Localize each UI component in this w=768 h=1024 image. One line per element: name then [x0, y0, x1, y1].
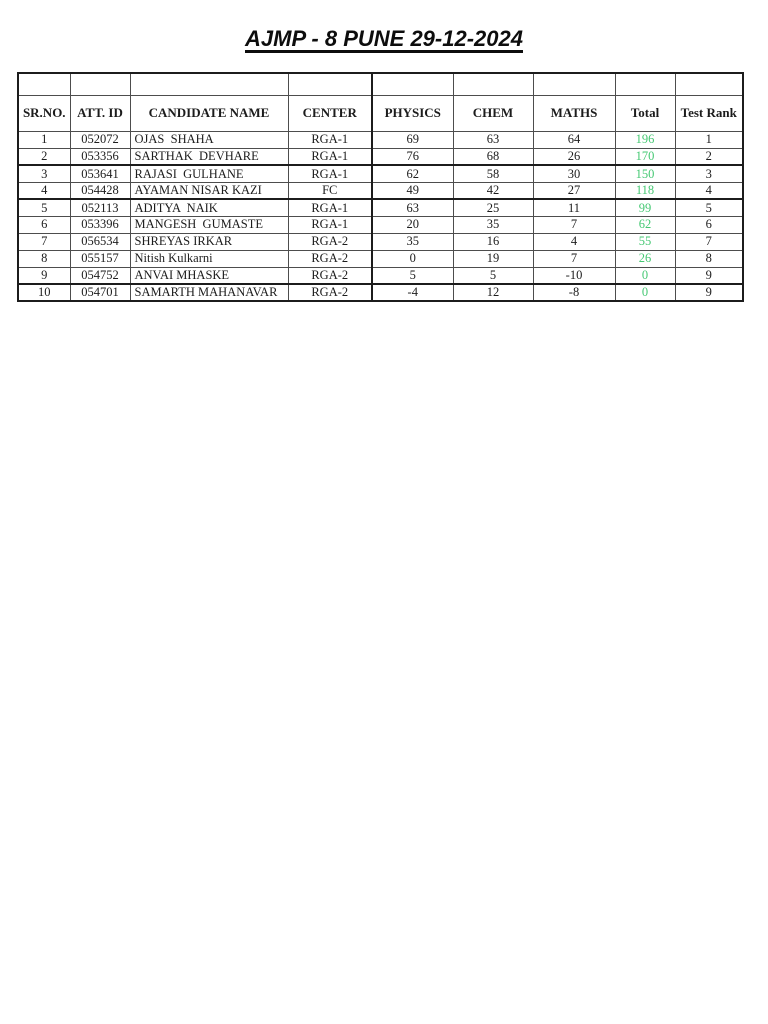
total-score-cell: 99	[615, 199, 675, 216]
total-score-cell: 170	[615, 148, 675, 165]
sr-no-cell: 5	[18, 199, 70, 216]
chem-score-cell: 19	[453, 250, 533, 267]
chem-score-cell: 25	[453, 199, 533, 216]
sr-no-cell: 7	[18, 233, 70, 250]
column-header-maths: MATHS	[533, 95, 615, 131]
chem-score-cell: 12	[453, 284, 533, 301]
chem-score-cell: 68	[453, 148, 533, 165]
test-rank-cell: 8	[675, 250, 743, 267]
center-cell: RGA-1	[288, 165, 372, 182]
total-score-cell: 118	[615, 182, 675, 199]
chem-score-cell: 63	[453, 131, 533, 148]
empty-cell	[70, 73, 130, 95]
empty-cell	[288, 73, 372, 95]
sr-no-cell: 6	[18, 216, 70, 233]
physics-score-cell: 5	[372, 267, 453, 284]
candidate-name-cell: AYAMAN NISAR KAZI	[130, 182, 288, 199]
column-header-att-id: ATT. ID	[70, 95, 130, 131]
maths-score-cell: -10	[533, 267, 615, 284]
att-id-cell: 053396	[70, 216, 130, 233]
test-rank-cell: 6	[675, 216, 743, 233]
test-rank-cell: 3	[675, 165, 743, 182]
att-id-cell: 054752	[70, 267, 130, 284]
physics-score-cell: 62	[372, 165, 453, 182]
chem-score-cell: 58	[453, 165, 533, 182]
sr-no-cell: 2	[18, 148, 70, 165]
maths-score-cell: 4	[533, 233, 615, 250]
physics-score-cell: 35	[372, 233, 453, 250]
sr-no-cell: 10	[18, 284, 70, 301]
center-cell: RGA-2	[288, 233, 372, 250]
column-header-sr-no: SR.NO.	[18, 95, 70, 131]
page-title-text: AJMP - 8 PUNE 29-12-2024	[245, 26, 523, 51]
candidate-name-cell: SAMARTH MAHANAVAR	[130, 284, 288, 301]
column-header-candidate-name: CANDIDATE NAME	[130, 95, 288, 131]
chem-score-cell: 35	[453, 216, 533, 233]
center-cell: RGA-1	[288, 131, 372, 148]
att-id-cell: 054701	[70, 284, 130, 301]
center-cell: RGA-2	[288, 267, 372, 284]
physics-score-cell: 49	[372, 182, 453, 199]
center-cell: RGA-2	[288, 250, 372, 267]
sr-no-cell: 1	[18, 131, 70, 148]
maths-score-cell: 30	[533, 165, 615, 182]
header-row	[18, 95, 743, 131]
column-header-center: CENTER	[288, 95, 372, 131]
physics-score-cell: 0	[372, 250, 453, 267]
table-row	[18, 284, 743, 301]
total-score-cell: 62	[615, 216, 675, 233]
table-row	[18, 165, 743, 182]
chem-score-cell: 42	[453, 182, 533, 199]
test-rank-cell: 9	[675, 284, 743, 301]
att-id-cell: 053356	[70, 148, 130, 165]
maths-score-cell: 64	[533, 131, 615, 148]
candidate-name-cell: SHREYAS IRKAR	[130, 233, 288, 250]
empty-cell	[453, 73, 533, 95]
physics-score-cell: 69	[372, 131, 453, 148]
test-rank-cell: 2	[675, 148, 743, 165]
att-id-cell: 052072	[70, 131, 130, 148]
candidate-name-cell: SARTHAK DEVHARE	[130, 148, 288, 165]
empty-cell	[18, 73, 70, 95]
test-rank-cell: 4	[675, 182, 743, 199]
test-rank-cell: 5	[675, 199, 743, 216]
column-header-physics: PHYSICS	[372, 95, 453, 131]
column-header-chem: CHEM	[453, 95, 533, 131]
column-header-test-rank: Test Rank	[675, 95, 743, 131]
sr-no-cell: 9	[18, 267, 70, 284]
center-cell: RGA-1	[288, 148, 372, 165]
test-rank-cell: 9	[675, 267, 743, 284]
total-score-cell: 150	[615, 165, 675, 182]
candidate-name-cell: ANVAI MHASKE	[130, 267, 288, 284]
table-row	[18, 216, 743, 233]
maths-score-cell: 7	[533, 250, 615, 267]
sr-no-cell: 3	[18, 165, 70, 182]
test-rank-cell: 1	[675, 131, 743, 148]
chem-score-cell: 5	[453, 267, 533, 284]
total-score-cell: 0	[615, 284, 675, 301]
empty-cell	[675, 73, 743, 95]
center-cell: RGA-1	[288, 216, 372, 233]
sr-no-cell: 4	[18, 182, 70, 199]
att-id-cell: 055157	[70, 250, 130, 267]
sr-no-cell: 8	[18, 250, 70, 267]
total-score-cell: 0	[615, 267, 675, 284]
att-id-cell: 052113	[70, 199, 130, 216]
att-id-cell: 054428	[70, 182, 130, 199]
physics-score-cell: 63	[372, 199, 453, 216]
table-row	[18, 250, 743, 267]
candidate-name-cell: RAJASI GULHANE	[130, 165, 288, 182]
candidate-name-cell: Nitish Kulkarni	[130, 250, 288, 267]
physics-score-cell: 20	[372, 216, 453, 233]
empty-cell	[372, 73, 453, 95]
att-id-cell: 053641	[70, 165, 130, 182]
physics-score-cell: 76	[372, 148, 453, 165]
table-row	[18, 267, 743, 284]
maths-score-cell: -8	[533, 284, 615, 301]
table-row	[18, 233, 743, 250]
table-row	[18, 131, 743, 148]
candidate-name-cell: MANGESH GUMASTE	[130, 216, 288, 233]
candidate-name-cell: OJAS SHAHA	[130, 131, 288, 148]
page-title	[0, 26, 768, 52]
physics-score-cell: -4	[372, 284, 453, 301]
empty-cell	[533, 73, 615, 95]
empty-row	[18, 73, 743, 95]
total-score-cell: 196	[615, 131, 675, 148]
maths-score-cell: 11	[533, 199, 615, 216]
maths-score-cell: 7	[533, 216, 615, 233]
maths-score-cell: 26	[533, 148, 615, 165]
total-score-cell: 26	[615, 250, 675, 267]
column-header-total: Total	[615, 95, 675, 131]
table-row	[18, 199, 743, 216]
empty-cell	[130, 73, 288, 95]
center-cell: RGA-2	[288, 284, 372, 301]
test-rank-cell: 7	[675, 233, 743, 250]
att-id-cell: 056534	[70, 233, 130, 250]
table-row	[18, 148, 743, 165]
total-score-cell: 55	[615, 233, 675, 250]
chem-score-cell: 16	[453, 233, 533, 250]
candidate-name-cell: ADITYA NAIK	[130, 199, 288, 216]
table-row	[18, 182, 743, 199]
empty-cell	[615, 73, 675, 95]
results-table	[17, 72, 744, 302]
maths-score-cell: 27	[533, 182, 615, 199]
center-cell: FC	[288, 182, 372, 199]
center-cell: RGA-1	[288, 199, 372, 216]
